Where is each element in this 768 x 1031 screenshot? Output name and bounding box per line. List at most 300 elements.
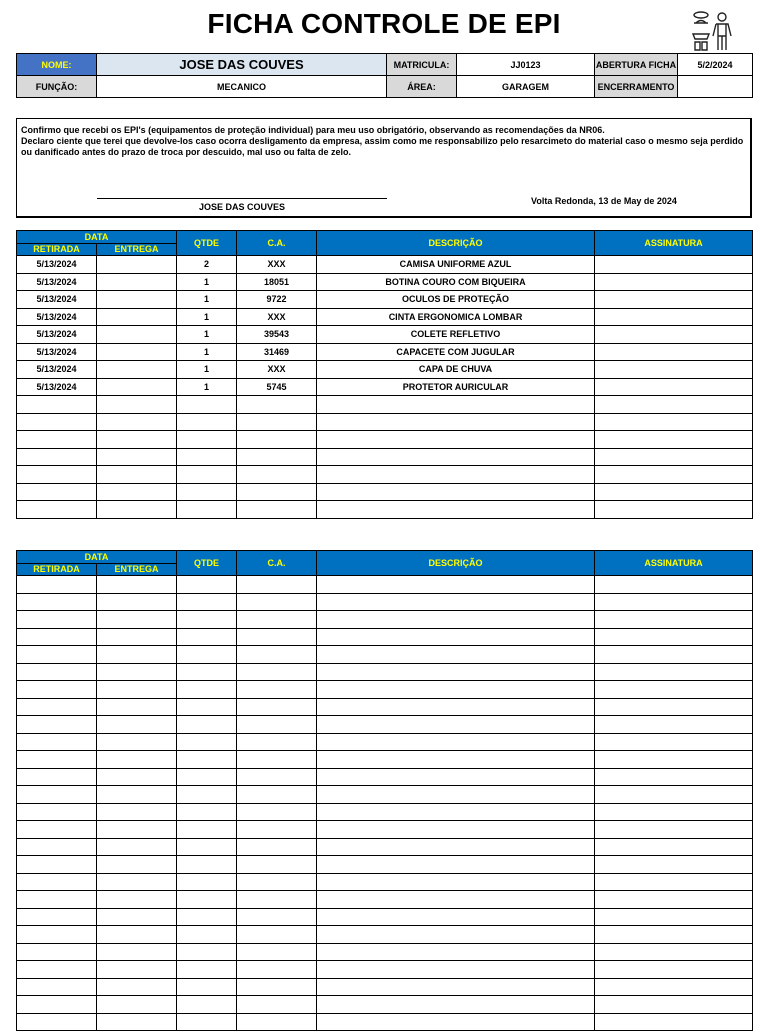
cell-assinatura[interactable] <box>595 431 753 449</box>
table-row <box>17 361 753 379</box>
cell-retirada[interactable] <box>17 681 97 699</box>
cell-retirada[interactable] <box>17 961 97 979</box>
col-data: DATA <box>17 551 177 564</box>
cell-entrega[interactable] <box>97 751 177 769</box>
cell-descricao[interactable] <box>317 628 595 646</box>
cell-ca[interactable] <box>237 716 317 734</box>
cell-entrega[interactable] <box>97 698 177 716</box>
cell-retirada[interactable]: 5/13/2024 <box>17 256 97 274</box>
cell-qtde[interactable] <box>177 1013 237 1031</box>
cell-descricao[interactable] <box>317 396 595 414</box>
cell-retirada[interactable]: 5/13/2024 <box>17 308 97 326</box>
cell-entrega[interactable] <box>97 593 177 611</box>
cell-assinatura[interactable] <box>595 291 753 309</box>
table-row <box>17 646 753 664</box>
cell-entrega[interactable] <box>97 943 177 961</box>
table-row <box>17 681 753 699</box>
cell-qtde[interactable] <box>177 751 237 769</box>
cell-qtde[interactable] <box>177 838 237 856</box>
abertura-value[interactable]: 5/2/2024 <box>678 54 753 76</box>
cell-qtde[interactable]: 2 <box>177 256 237 274</box>
cell-descricao[interactable] <box>317 466 595 484</box>
cell-ca[interactable] <box>237 431 317 449</box>
cell-assinatura[interactable] <box>595 576 753 594</box>
table-row <box>17 663 753 681</box>
table-row <box>17 786 753 804</box>
cell-assinatura[interactable] <box>595 891 753 909</box>
cell-ca[interactable] <box>237 1013 317 1031</box>
cell-descricao[interactable] <box>317 698 595 716</box>
cell-entrega[interactable] <box>97 308 177 326</box>
cell-retirada[interactable] <box>17 448 97 466</box>
col-assinatura: ASSINATURA <box>595 231 753 256</box>
cell-assinatura[interactable] <box>595 343 753 361</box>
declaration-line-1: Confirmo que recebi os EPI's (equipamentos de proteção individual) para meu uso obrigatório, observando as recomendações da NR06. <box>21 125 605 135</box>
cell-entrega[interactable] <box>97 413 177 431</box>
cell-qtde[interactable]: 1 <box>177 291 237 309</box>
cell-ca[interactable] <box>237 821 317 839</box>
cell-retirada[interactable] <box>17 501 97 519</box>
cell-entrega[interactable] <box>97 786 177 804</box>
cell-assinatura[interactable] <box>595 326 753 344</box>
declaration-text <box>21 125 746 158</box>
cell-entrega[interactable] <box>97 838 177 856</box>
cell-qtde[interactable] <box>177 501 237 519</box>
cell-qtde[interactable] <box>177 413 237 431</box>
cell-assinatura[interactable] <box>595 908 753 926</box>
table-row <box>17 576 753 594</box>
cell-ca[interactable] <box>237 681 317 699</box>
cell-qtde[interactable] <box>177 908 237 926</box>
cell-descricao[interactable] <box>317 821 595 839</box>
cell-descricao[interactable] <box>317 891 595 909</box>
cell-assinatura[interactable] <box>595 378 753 396</box>
cell-ca[interactable]: 9722 <box>237 291 317 309</box>
cell-ca[interactable] <box>237 768 317 786</box>
cell-ca[interactable]: 31469 <box>237 343 317 361</box>
cell-assinatura[interactable] <box>595 273 753 291</box>
cell-descricao[interactable]: CAPA DE CHUVA <box>317 361 595 379</box>
cell-ca[interactable] <box>237 413 317 431</box>
cell-assinatura[interactable] <box>595 803 753 821</box>
cell-entrega[interactable] <box>97 326 177 344</box>
cell-retirada[interactable] <box>17 663 97 681</box>
cell-assinatura[interactable] <box>595 628 753 646</box>
cell-qtde[interactable] <box>177 466 237 484</box>
cell-entrega[interactable] <box>97 628 177 646</box>
cell-ca[interactable] <box>237 908 317 926</box>
cell-qtde[interactable] <box>177 611 237 629</box>
cell-retirada[interactable] <box>17 821 97 839</box>
cell-assinatura[interactable] <box>595 838 753 856</box>
cell-retirada[interactable] <box>17 466 97 484</box>
cell-assinatura[interactable] <box>595 256 753 274</box>
cell-descricao[interactable] <box>317 751 595 769</box>
cell-descricao[interactable] <box>317 681 595 699</box>
cell-qtde[interactable] <box>177 926 237 944</box>
cell-qtde[interactable]: 1 <box>177 308 237 326</box>
cell-qtde[interactable] <box>177 396 237 414</box>
table-row <box>17 873 753 891</box>
col-retirada: RETIRADA <box>17 243 97 256</box>
cell-entrega[interactable] <box>97 273 177 291</box>
cell-retirada[interactable] <box>17 838 97 856</box>
table-row <box>17 751 753 769</box>
col-entrega: ENTREGA <box>97 563 177 576</box>
cell-ca[interactable]: XXX <box>237 256 317 274</box>
cell-descricao[interactable] <box>317 501 595 519</box>
page-title: FICHA CONTROLE DE EPI <box>207 8 561 39</box>
cell-descricao[interactable] <box>317 978 595 996</box>
cell-ca[interactable] <box>237 978 317 996</box>
cell-retirada[interactable] <box>17 943 97 961</box>
table-row <box>17 256 753 274</box>
cell-qtde[interactable] <box>177 628 237 646</box>
cell-retirada[interactable] <box>17 803 97 821</box>
cell-retirada[interactable] <box>17 716 97 734</box>
cell-retirada[interactable]: 5/13/2024 <box>17 361 97 379</box>
cell-ca[interactable] <box>237 873 317 891</box>
encerramento-value[interactable] <box>678 76 753 98</box>
cell-descricao[interactable] <box>317 943 595 961</box>
cell-retirada[interactable] <box>17 786 97 804</box>
cell-entrega[interactable] <box>97 501 177 519</box>
cell-assinatura[interactable] <box>595 361 753 379</box>
table-row <box>17 291 753 309</box>
cell-retirada[interactable] <box>17 891 97 909</box>
cell-qtde[interactable] <box>177 786 237 804</box>
cell-assinatura[interactable] <box>595 821 753 839</box>
cell-assinatura[interactable] <box>595 733 753 751</box>
cell-qtde[interactable] <box>177 996 237 1014</box>
employee-header-table <box>16 53 753 98</box>
cell-ca[interactable] <box>237 593 317 611</box>
cell-assinatura[interactable] <box>595 501 753 519</box>
cell-retirada[interactable] <box>17 996 97 1014</box>
cell-entrega[interactable] <box>97 483 177 501</box>
encerramento-label: ENCERRAMENTO <box>595 76 678 98</box>
cell-assinatura[interactable] <box>595 396 753 414</box>
cell-ca[interactable] <box>237 943 317 961</box>
cell-descricao[interactable]: CINTA ERGONOMICA LOMBAR <box>317 308 595 326</box>
cell-entrega[interactable] <box>97 926 177 944</box>
cell-entrega[interactable] <box>97 803 177 821</box>
cell-qtde[interactable] <box>177 593 237 611</box>
cell-ca[interactable] <box>237 733 317 751</box>
cell-descricao[interactable] <box>317 856 595 874</box>
cell-qtde[interactable] <box>177 716 237 734</box>
cell-assinatura[interactable] <box>595 1013 753 1031</box>
cell-assinatura[interactable] <box>595 716 753 734</box>
cell-entrega[interactable] <box>97 716 177 734</box>
cell-entrega[interactable] <box>97 611 177 629</box>
cell-assinatura[interactable] <box>595 961 753 979</box>
cell-descricao[interactable]: BOTINA COURO COM BIQUEIRA <box>317 273 595 291</box>
cell-qtde[interactable] <box>177 576 237 594</box>
cell-assinatura[interactable] <box>595 698 753 716</box>
cell-assinatura[interactable] <box>595 751 753 769</box>
declaration-line-2: Declaro ciente que terei que devolve-los caso ocorra desligamento da empresa, assim como me responsabilizo pelo resarcimeto do material caso o mesmo seja perdido ou danificado antes do prazo de troca por descuido, mal uso ou falta de zelo. <box>21 136 744 157</box>
nome-label: NOME: <box>17 54 97 76</box>
cell-qtde[interactable] <box>177 961 237 979</box>
table-row <box>17 891 753 909</box>
col-qtde: QTDE <box>177 231 237 256</box>
col-qtde: QTDE <box>177 551 237 576</box>
area-label: ÁREA: <box>387 76 457 98</box>
cell-assinatura[interactable] <box>595 646 753 664</box>
cell-entrega[interactable] <box>97 256 177 274</box>
col-ca: C.A. <box>237 551 317 576</box>
cell-entrega[interactable] <box>97 431 177 449</box>
cell-retirada[interactable] <box>17 396 97 414</box>
cell-qtde[interactable] <box>177 821 237 839</box>
table-row <box>17 821 753 839</box>
cell-descricao[interactable] <box>317 733 595 751</box>
cell-descricao[interactable] <box>317 803 595 821</box>
cell-descricao[interactable] <box>317 576 595 594</box>
cell-retirada[interactable] <box>17 856 97 874</box>
col-retirada: RETIRADA <box>17 563 97 576</box>
cell-entrega[interactable] <box>97 466 177 484</box>
cell-ca[interactable] <box>237 891 317 909</box>
cell-entrega[interactable] <box>97 961 177 979</box>
cell-retirada[interactable] <box>17 611 97 629</box>
signature-line <box>97 198 387 199</box>
cell-qtde[interactable] <box>177 978 237 996</box>
cell-assinatura[interactable] <box>595 681 753 699</box>
cell-assinatura[interactable] <box>595 466 753 484</box>
table-row <box>17 273 753 291</box>
cell-retirada[interactable] <box>17 768 97 786</box>
cell-ca[interactable]: 39543 <box>237 326 317 344</box>
table-row <box>17 378 753 396</box>
cell-retirada[interactable]: 5/13/2024 <box>17 326 97 344</box>
cell-assinatura[interactable] <box>595 768 753 786</box>
cell-qtde[interactable] <box>177 873 237 891</box>
cell-entrega[interactable] <box>97 996 177 1014</box>
cell-qtde[interactable] <box>177 448 237 466</box>
cell-ca[interactable] <box>237 646 317 664</box>
cell-entrega[interactable] <box>97 646 177 664</box>
cell-entrega[interactable] <box>97 396 177 414</box>
cell-retirada[interactable] <box>17 628 97 646</box>
cell-retirada[interactable] <box>17 978 97 996</box>
table-row <box>17 856 753 874</box>
cell-descricao[interactable] <box>317 663 595 681</box>
cell-ca[interactable]: XXX <box>237 308 317 326</box>
cell-descricao[interactable] <box>317 908 595 926</box>
cell-assinatura[interactable] <box>595 611 753 629</box>
cell-retirada[interactable] <box>17 593 97 611</box>
cell-retirada[interactable] <box>17 1013 97 1031</box>
cell-descricao[interactable] <box>317 611 595 629</box>
cell-ca[interactable] <box>237 926 317 944</box>
cell-entrega[interactable] <box>97 978 177 996</box>
declaration-box <box>16 118 752 218</box>
cell-qtde[interactable] <box>177 646 237 664</box>
cell-descricao[interactable] <box>317 593 595 611</box>
cell-descricao[interactable] <box>317 926 595 944</box>
cell-descricao[interactable] <box>317 873 595 891</box>
cell-assinatura[interactable] <box>595 926 753 944</box>
cell-qtde[interactable] <box>177 663 237 681</box>
col-descricao: DESCRIÇÃO <box>317 551 595 576</box>
table-row <box>17 698 753 716</box>
area-value[interactable]: GARAGEM <box>457 76 595 98</box>
cell-entrega[interactable] <box>97 663 177 681</box>
cell-descricao[interactable]: CAPACETE COM JUGULAR <box>317 343 595 361</box>
cell-qtde[interactable] <box>177 768 237 786</box>
cell-assinatura[interactable] <box>595 978 753 996</box>
cell-assinatura[interactable] <box>595 873 753 891</box>
cell-qtde[interactable] <box>177 803 237 821</box>
cell-ca[interactable] <box>237 803 317 821</box>
cell-ca[interactable] <box>237 396 317 414</box>
cell-entrega[interactable] <box>97 291 177 309</box>
cell-ca[interactable]: 18051 <box>237 273 317 291</box>
cell-descricao[interactable] <box>317 448 595 466</box>
cell-assinatura[interactable] <box>595 413 753 431</box>
cell-descricao[interactable] <box>317 1013 595 1031</box>
cell-ca[interactable] <box>237 448 317 466</box>
cell-assinatura[interactable] <box>595 483 753 501</box>
cell-entrega[interactable] <box>97 681 177 699</box>
cell-entrega[interactable] <box>97 361 177 379</box>
cell-entrega[interactable] <box>97 856 177 874</box>
cell-qtde[interactable]: 1 <box>177 361 237 379</box>
cell-descricao[interactable] <box>317 431 595 449</box>
cell-qtde[interactable] <box>177 891 237 909</box>
cell-entrega[interactable] <box>97 891 177 909</box>
cell-entrega[interactable] <box>97 448 177 466</box>
cell-retirada[interactable] <box>17 873 97 891</box>
cell-qtde[interactable]: 1 <box>177 273 237 291</box>
matricula-value[interactable]: JJ0123 <box>457 54 595 76</box>
cell-assinatura[interactable] <box>595 308 753 326</box>
place-date: Volta Redonda, 13 de May de 2024 <box>531 196 677 206</box>
cell-qtde[interactable]: 1 <box>177 378 237 396</box>
cell-descricao[interactable] <box>317 768 595 786</box>
table-row <box>17 908 753 926</box>
cell-ca[interactable] <box>237 663 317 681</box>
cell-qtde[interactable] <box>177 856 237 874</box>
cell-assinatura[interactable] <box>595 663 753 681</box>
cell-retirada[interactable] <box>17 431 97 449</box>
cell-qtde[interactable] <box>177 681 237 699</box>
cell-assinatura[interactable] <box>595 786 753 804</box>
funcao-label: FUNÇÃO: <box>17 76 97 98</box>
cell-entrega[interactable] <box>97 1013 177 1031</box>
table-row <box>17 431 753 449</box>
cell-ca[interactable] <box>237 996 317 1014</box>
cell-descricao[interactable] <box>317 961 595 979</box>
cell-assinatura[interactable] <box>595 943 753 961</box>
cell-descricao[interactable] <box>317 996 595 1014</box>
table-row <box>17 466 753 484</box>
cell-ca[interactable] <box>237 698 317 716</box>
cell-entrega[interactable] <box>97 768 177 786</box>
cell-entrega[interactable] <box>97 733 177 751</box>
cell-retirada[interactable] <box>17 926 97 944</box>
cell-descricao[interactable] <box>317 413 595 431</box>
cell-descricao[interactable] <box>317 646 595 664</box>
cell-ca[interactable] <box>237 611 317 629</box>
cell-descricao[interactable]: PROTETOR AURICULAR <box>317 378 595 396</box>
cell-ca[interactable] <box>237 466 317 484</box>
cell-retirada[interactable] <box>17 646 97 664</box>
cell-entrega[interactable] <box>97 821 177 839</box>
col-ca: C.A. <box>237 231 317 256</box>
table-row <box>17 803 753 821</box>
cell-descricao[interactable] <box>317 483 595 501</box>
cell-ca[interactable] <box>237 483 317 501</box>
cell-ca[interactable] <box>237 576 317 594</box>
cell-assinatura[interactable] <box>595 856 753 874</box>
table-row <box>17 396 753 414</box>
cell-qtde[interactable] <box>177 698 237 716</box>
cell-retirada[interactable] <box>17 751 97 769</box>
cell-retirada[interactable]: 5/13/2024 <box>17 291 97 309</box>
cell-qtde[interactable]: 1 <box>177 326 237 344</box>
cell-assinatura[interactable] <box>595 996 753 1014</box>
cell-retirada[interactable]: 5/13/2024 <box>17 378 97 396</box>
cell-ca[interactable]: XXX <box>237 361 317 379</box>
cell-ca[interactable] <box>237 961 317 979</box>
table-row <box>17 501 753 519</box>
cell-entrega[interactable] <box>97 576 177 594</box>
cell-entrega[interactable] <box>97 908 177 926</box>
matricula-label: MATRICULA: <box>387 54 457 76</box>
cell-qtde[interactable] <box>177 431 237 449</box>
cell-descricao[interactable] <box>317 716 595 734</box>
cell-ca[interactable] <box>237 628 317 646</box>
nome-value[interactable]: JOSE DAS COUVES <box>97 54 387 76</box>
cell-retirada[interactable] <box>17 733 97 751</box>
cell-retirada[interactable] <box>17 908 97 926</box>
cell-descricao[interactable] <box>317 838 595 856</box>
cell-retirada[interactable] <box>17 413 97 431</box>
table-row <box>17 716 753 734</box>
cell-descricao[interactable]: OCULOS DE PROTEÇÃO <box>317 291 595 309</box>
cell-entrega[interactable] <box>97 873 177 891</box>
cell-retirada[interactable] <box>17 576 97 594</box>
cell-ca[interactable] <box>237 751 317 769</box>
cell-retirada[interactable] <box>17 483 97 501</box>
cell-descricao[interactable] <box>317 786 595 804</box>
cell-retirada[interactable]: 5/13/2024 <box>17 273 97 291</box>
cell-retirada[interactable]: 5/13/2024 <box>17 343 97 361</box>
cell-qtde[interactable] <box>177 483 237 501</box>
cell-assinatura[interactable] <box>595 448 753 466</box>
cell-ca[interactable] <box>237 786 317 804</box>
cell-ca[interactable] <box>237 856 317 874</box>
cell-ca[interactable]: 5745 <box>237 378 317 396</box>
cell-descricao[interactable]: COLETE REFLETIVO <box>317 326 595 344</box>
cell-descricao[interactable]: CAMISA UNIFORME AZUL <box>317 256 595 274</box>
cell-retirada[interactable] <box>17 698 97 716</box>
table-row <box>17 308 753 326</box>
cell-qtde[interactable] <box>177 733 237 751</box>
table-row <box>17 961 753 979</box>
cell-entrega[interactable] <box>97 378 177 396</box>
cell-qtde[interactable]: 1 <box>177 343 237 361</box>
cell-ca[interactable] <box>237 501 317 519</box>
funcao-value[interactable]: MECANICO <box>97 76 387 98</box>
cell-ca[interactable] <box>237 838 317 856</box>
cell-assinatura[interactable] <box>595 593 753 611</box>
cell-qtde[interactable] <box>177 943 237 961</box>
cell-entrega[interactable] <box>97 343 177 361</box>
